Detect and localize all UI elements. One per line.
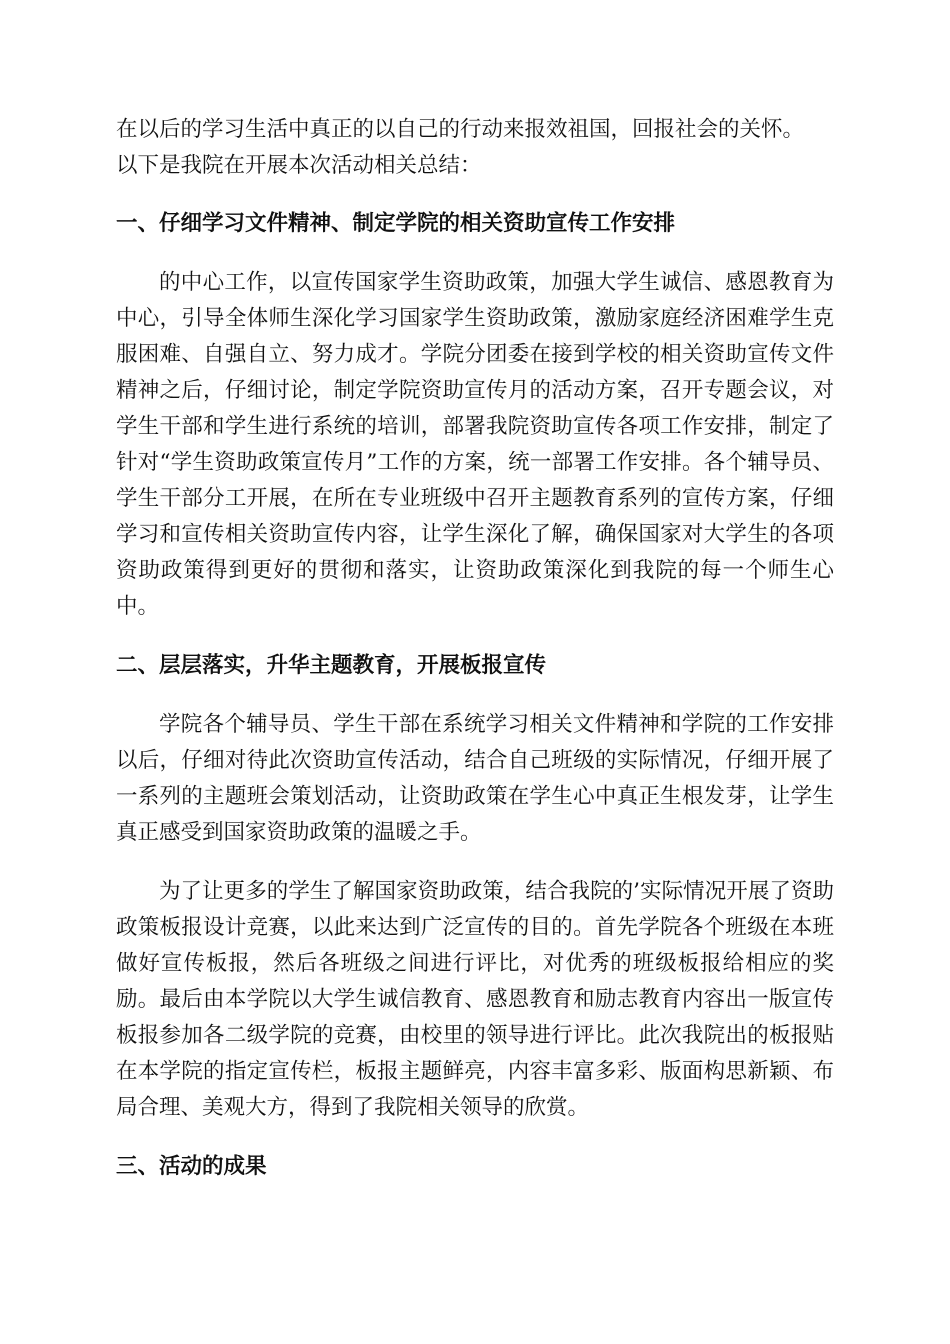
- intro-line-1: 在以后的学习生活中真正的以自己的行动来报效祖国，回报社会的关怀。: [116, 117, 805, 142]
- document-page: [116, 112, 834, 1185]
- section-2-paragraph-1: 学院各个辅导员、学生干部在系统学习相关文件精神和学院的工作安排以后，仔细对待此次资助宣传活动，结合自己班级的实际情况，仔细开展了一系列的主题班会策划活动，让资助政策在学生心中真正生根发芽，让学生真正感受到国家资助政策的温暖之手。: [116, 712, 834, 845]
- section-2-heading: 二、层层落实，升华主题教育，开展板报宣传: [116, 653, 547, 678]
- section-2-paragraph-2: 为了让更多的学生了解国家资助政策，结合我院的’实际情况开展了资助政策板报设计竞赛，以此来达到广泛宣传的目的。首先学院各个班级在本班做好宣传板报，然后各班级之间进行评比，对优秀的班级板报给相应的奖励。最后由本学院以大学生诚信教育、感恩教育和励志教育内容出一版宣传板报参加各二级学院的竞赛，由校里的领导进行评比。此次我院出的板报贴在本学院的指定宣传栏，板报主题鲜亮，内容丰富多彩、版面构思新颖、布局合理、美观大方，得到了我院相关领导的欣赏。: [116, 879, 834, 1120]
- section-1-paragraph: 的中心工作，以宣传国家学生资助政策，加强大学生诚信、感恩教育为中心，引导全体师生深化学习国家学生资助政策，激励家庭经济困难学生克服困难、自强自立、努力成才。学院分团委在接到学校的相关资助宣传文件精神之后，仔细讨论，制定学院资助宣传月的活动方案，召开专题会议，对学生干部和学生进行系统的培训，部署我院资助宣传各项工作安排，制定了针对“学生资助政策宣传月”工作的方案，统一部署工作安排。各个辅导员、学生干部分工开展，在所在专业班级中召开主题教育系列的宣传方案，仔细学习和宣传相关资助宣传内容，让学生深化了解，确保国家对大学生的各项资助政策得到更好的贯彻和落实，让资助政策深化到我院的每一个师生心中。: [116, 270, 834, 619]
- section-3-heading: 三、活动的成果: [116, 1154, 267, 1179]
- section-1-heading: 一、仔细学习文件精神、制定学院的相关资助宣传工作安排: [116, 211, 676, 236]
- intro-line-2: 以下是我院在开展本次活动相关总结：: [116, 153, 482, 178]
